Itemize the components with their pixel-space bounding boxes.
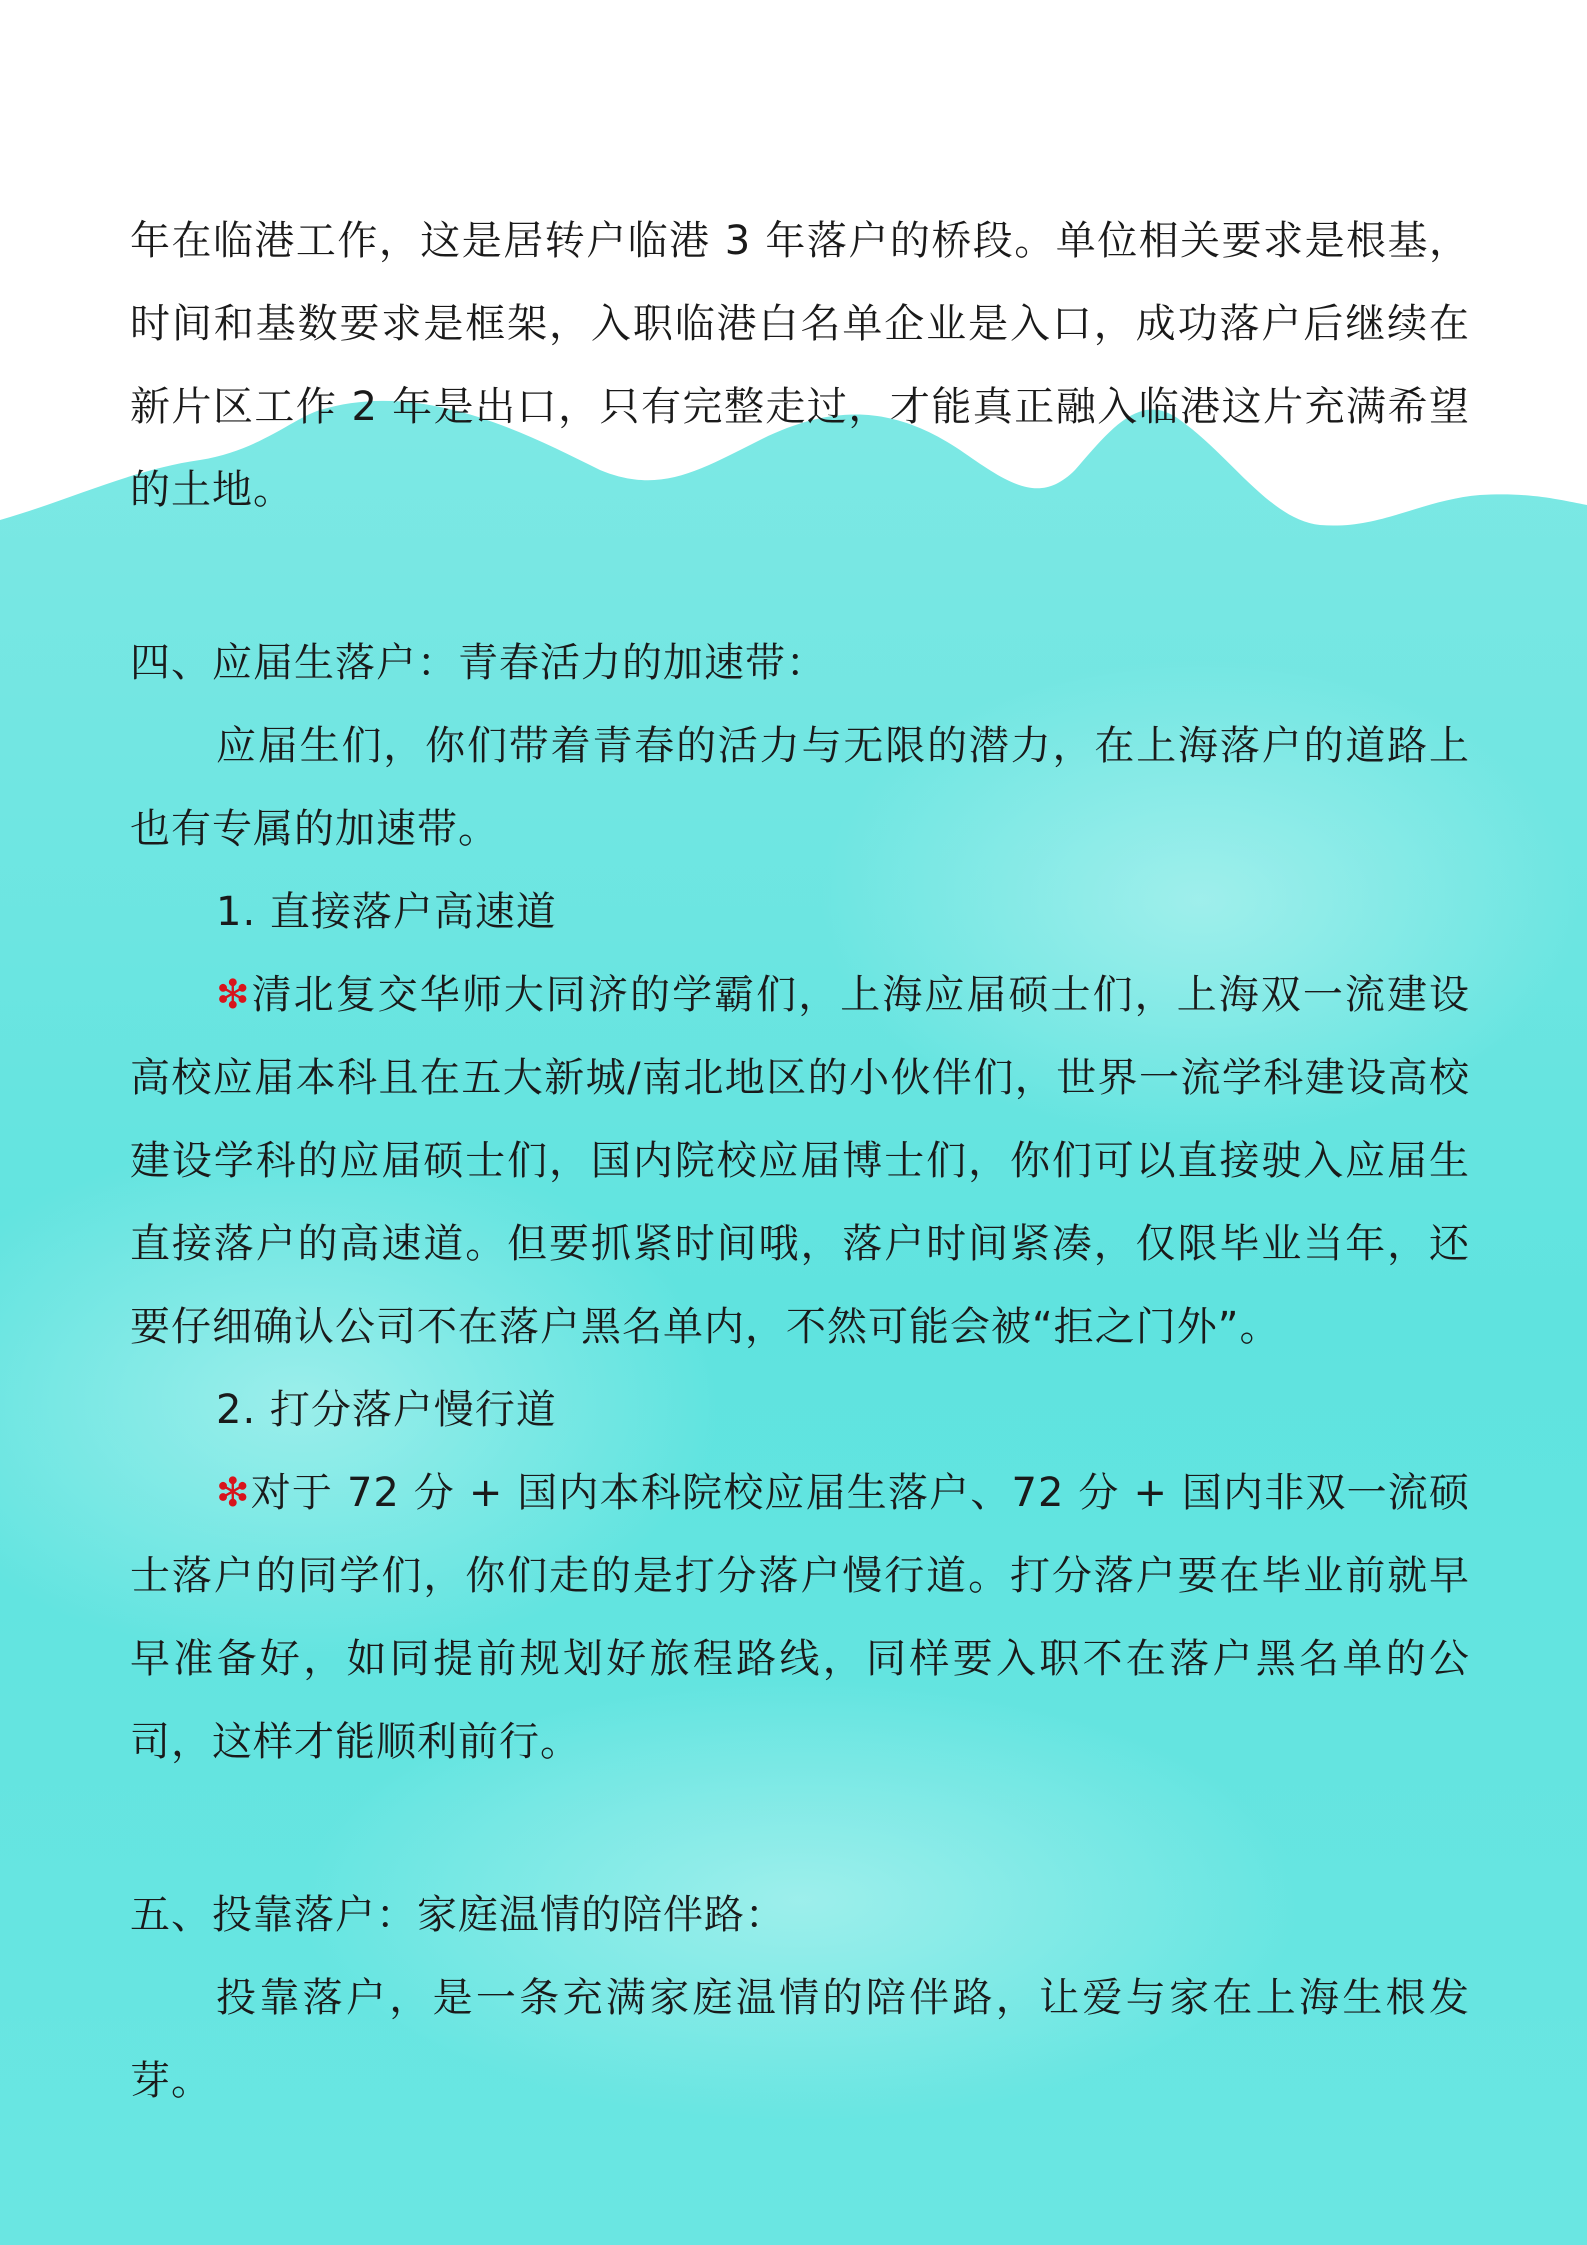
section4-heading: 四、应届生落户：青春活力的加速带：: [130, 640, 827, 686]
section-spacer: [130, 1784, 1470, 1874]
section4-item1-text: [130, 954, 1470, 1369]
section-spacer: [130, 532, 1470, 622]
red-asterisk-flower-icon: ❇: [216, 1470, 251, 1516]
intro-paragraph: 年在临港工作，这是居转户临港 3 年落户的桥段。单位相关要求是根基，时间和基数要求是框架，入职临港白名单企业是入口，成功落户后继续在新片区工作 2 年是出口，只有完整走过，才能真正融入临港这片充满希望的土地。: [130, 218, 1470, 513]
section5-heading: 五、投靠落户：家庭温情的陪伴路：: [130, 1892, 786, 1938]
section4-intro: 应届生们，你们带着青春的活力与无限的潜力，在上海落户的道路上也有专属的加速带。: [130, 723, 1470, 852]
section4-item1-title: 1. 直接落户高速道: [216, 889, 557, 935]
section4-item2-text: [130, 1452, 1470, 1784]
section4-item1-body: 清北复交华师大同济的学霸们，上海应届硕士们，上海双一流建设高校应届本科且在五大新城/南北地区的小伙伴们，世界一流学科建设高校建设学科的应届硕士们，国内院校应届博士们，你们可以直接驶入应届生直接落户的高速道。但要抓紧时间哦，落户时间紧凑，仅限毕业当年，还要仔细确认公司不在落户黑名单内，不然可能会被“拒之门外”。: [130, 972, 1470, 1350]
section4-item2-body: 对于 72 分 + 国内本科院校应届生落户、72 分 + 国内非双一流硕士落户的同学们，你们走的是打分落户慢行道。打分落户要在毕业前就早早准备好，如同提前规划好旅程路线，同样要入职不在落户黑名单的公司，这样才能顺利前行。: [130, 1470, 1470, 1765]
red-asterisk-flower-icon: ❇: [216, 972, 251, 1018]
section4-item2-title: 2. 打分落户慢行道: [216, 1387, 557, 1433]
document-body: [130, 200, 1470, 2123]
section5-intro: 投靠落户，是一条充满家庭温情的陪伴路，让爱与家在上海生根发芽。: [130, 1975, 1470, 2104]
